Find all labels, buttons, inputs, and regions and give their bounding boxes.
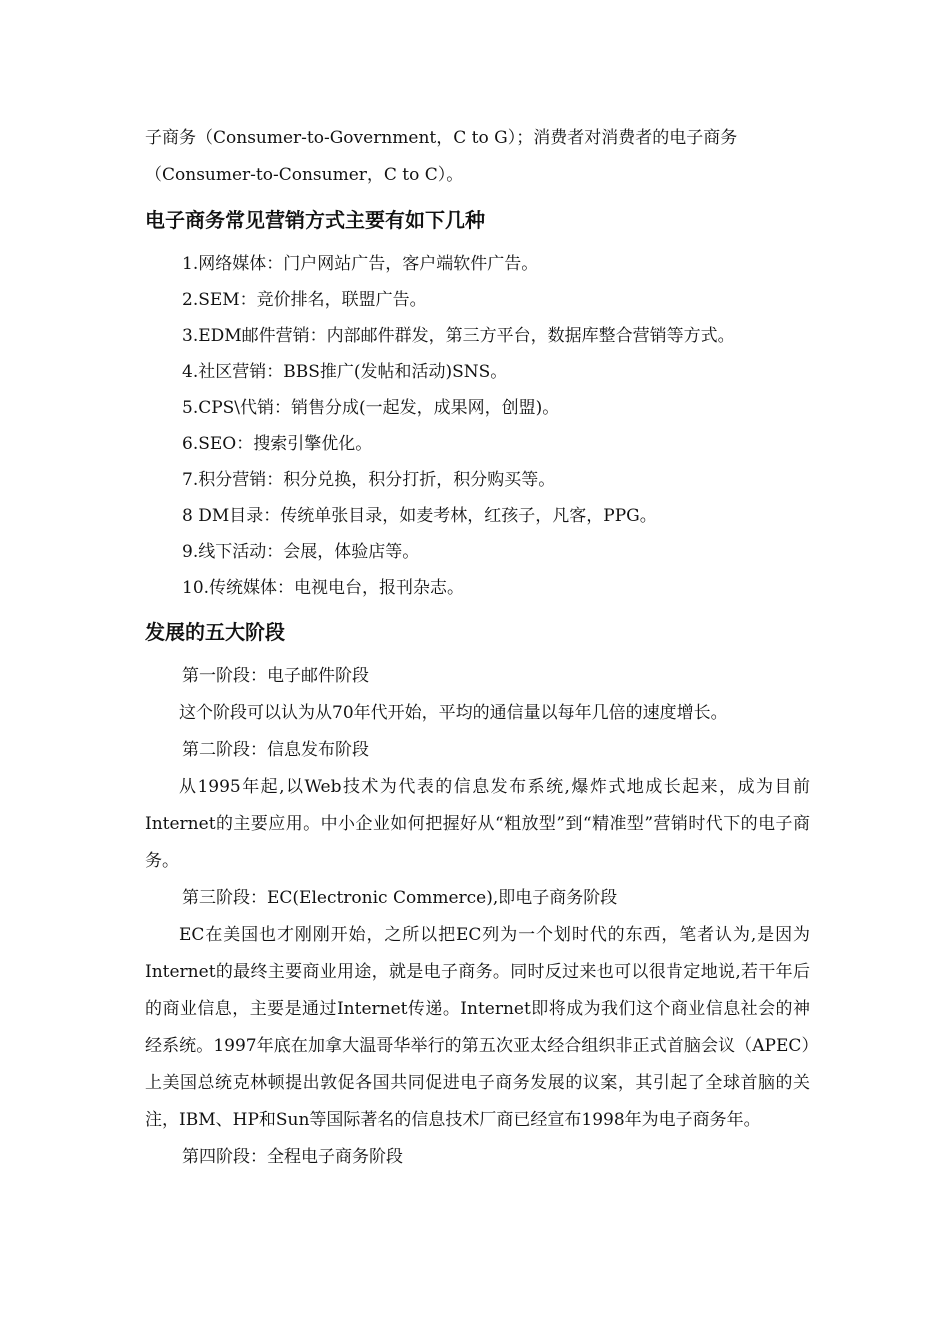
stage-2-text: 从1995年起,以Web技术为代表的信息发布系统,爆炸式地成长起来，成为目前Internet的主要应用。中小企业如何把握好从“粗放型”到“精准型”营销时代下的电子商务。 bbox=[145, 777, 810, 871]
list-item: 4.社区营销：BBS推广(发帖和活动)SNS。 bbox=[182, 362, 508, 382]
list-item: 9.线下活动：会展，体验店等。 bbox=[182, 542, 420, 562]
stage-3-text: EC在美国也才刚刚开始，之所以把EC列为一个划时代的东西，笔者认为,是因为Internet的最终主要商业用途，就是电子商务。同时反过来也可以很肯定地说,若干年后的商业信息，主要是通过Internet传递。Internet即将成为我们这个商业信息社会的神经系统。1997年底在加拿大温哥华举行的第五次亚太经合组织非正式首脑会议（APEC）上美国总统克林顿提出敦促各国共同促进电子商务发展的议案，其引起了全球首脑的关注，IBM、HP和Sun等国际著名的信息技术厂商已经宣布1998年为电子商务年。 bbox=[145, 925, 810, 1130]
list-item: 5.CPS\代销：销售分成(一起发，成果网，创盟)。 bbox=[182, 398, 560, 418]
marketing-methods-list bbox=[145, 246, 810, 606]
stage-1-text: 这个阶段可以认为从70年代开始，平均的通信量以每年几倍的速度增长。 bbox=[179, 703, 728, 723]
list-item: 1.网络媒体：门户网站广告，客户端软件广告。 bbox=[182, 254, 539, 274]
list-item: 8 DM目录：传统单张目录，如麦考林，红孩子，凡客，PPG。 bbox=[182, 506, 657, 526]
section-heading-marketing: 电子商务常见营销方式主要有如下几种 bbox=[145, 208, 485, 232]
stage-1-title: 第一阶段：电子邮件阶段 bbox=[182, 666, 369, 686]
intro-line-2: （Consumer-to-Consumer，C to C）。 bbox=[145, 165, 464, 185]
list-item: 2.SEM：竞价排名，联盟广告。 bbox=[182, 290, 427, 310]
document-page bbox=[145, 120, 810, 1176]
section-heading-stages: 发展的五大阶段 bbox=[145, 620, 285, 644]
stage-2-title: 第二阶段：信息发布阶段 bbox=[182, 740, 369, 760]
intro-line-1: 子商务（Consumer-to-Government，C to G）；消费者对消费者的电子商务 bbox=[145, 128, 738, 148]
list-item: 7.积分营销：积分兑换，积分打折，积分购买等。 bbox=[182, 470, 556, 490]
list-item: 6.SEO：搜索引擎优化。 bbox=[182, 434, 373, 454]
stage-3-title: 第三阶段：EC(Electronic Commerce),即电子商务阶段 bbox=[182, 888, 618, 908]
stage-4-title: 第四阶段：全程电子商务阶段 bbox=[182, 1147, 403, 1167]
list-item: 3.EDM邮件营销：内部邮件群发，第三方平台，数据库整合营销等方式。 bbox=[182, 326, 735, 346]
list-item: 10.传统媒体：电视电台，报刊杂志。 bbox=[182, 578, 465, 598]
